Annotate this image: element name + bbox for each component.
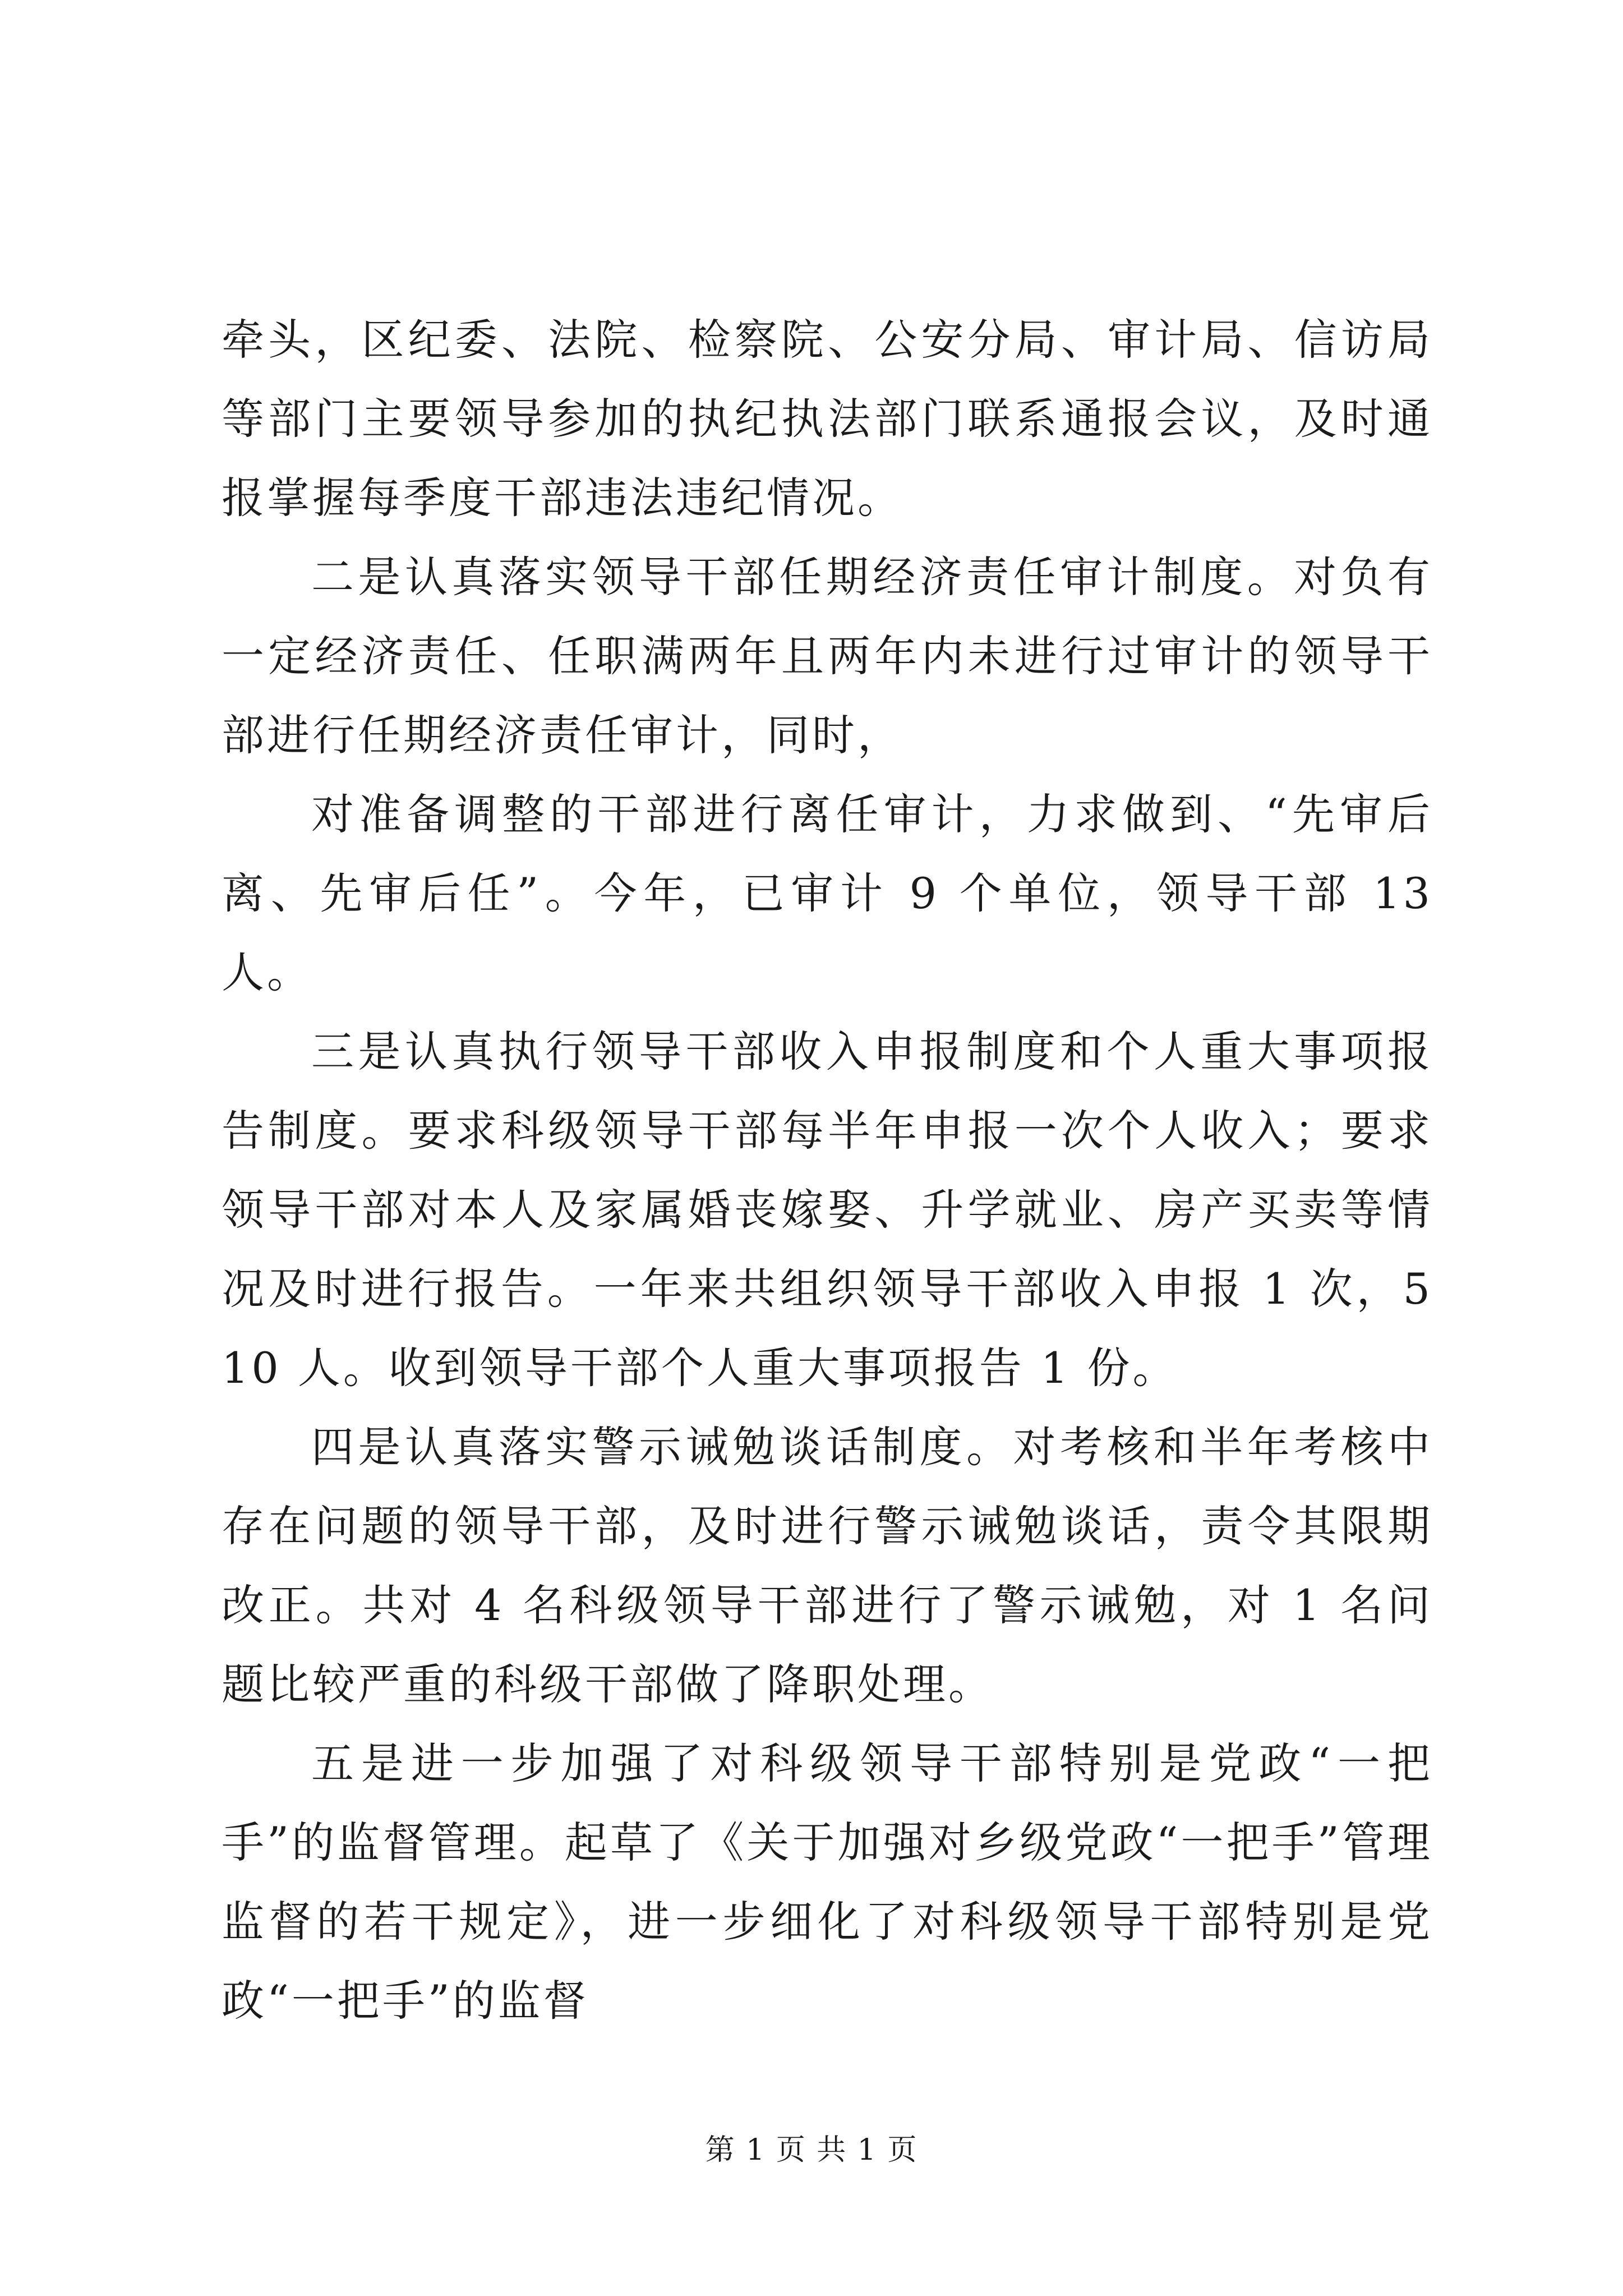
paragraph-4: 三是认真执行领导干部收入申报制度和个人重大事项报告制度。要求科级领导干部每半年申报一次个人收入；要求领导干部对本人及家属婚丧嫁娶、升学就业、房产买卖等情况及时进行报告。一年来共组织领导干部收入申报 1 次，510 人。收到领导干部个人重大事项报告 1 份。 [222,1027,1433,1393]
paragraph-3: 对准备调整的干部进行离任审计，力求做到、“先审后离、先审后任”。今年，已审计 9 个单位，领导干部 13 人。 [222,789,1433,997]
page-footer: 第 1 页 共 1 页 [705,2133,918,2167]
paragraph-2: 二是认真落实领导干部任期经济责任审计制度。对负有一定经济责任、任职满两年且两年内未进行过审计的领导干部进行任期经济责任审计，同时， [222,552,1433,760]
paragraph-1: 牵头，区纪委、法院、检察院、公安分局、审计局、信访局等部门主要领导参加的执纪执法部门联系通报会议，及时通报掌握每季度干部违法违纪情况。 [222,315,1433,523]
paragraph-5: 四是认真落实警示诫勉谈话制度。对考核和半年考核中存在问题的领导干部，及时进行警示诫勉谈话，责令其限期改正。共对 4 名科级领导干部进行了警示诫勉，对 1 名问题比较严重的科级干部做了降职处理。 [222,1422,1433,1709]
paragraph-6: 五是进一步加强了对科级领导干部特别是党政“一把手”的监督管理。起草了《关于加强对乡级党政“一把手”管理监督的若干规定》，进一步细化了对科级领导干部特别是党政“一把手”的监督 [222,1738,1433,2026]
document-body [222,300,1433,2040]
